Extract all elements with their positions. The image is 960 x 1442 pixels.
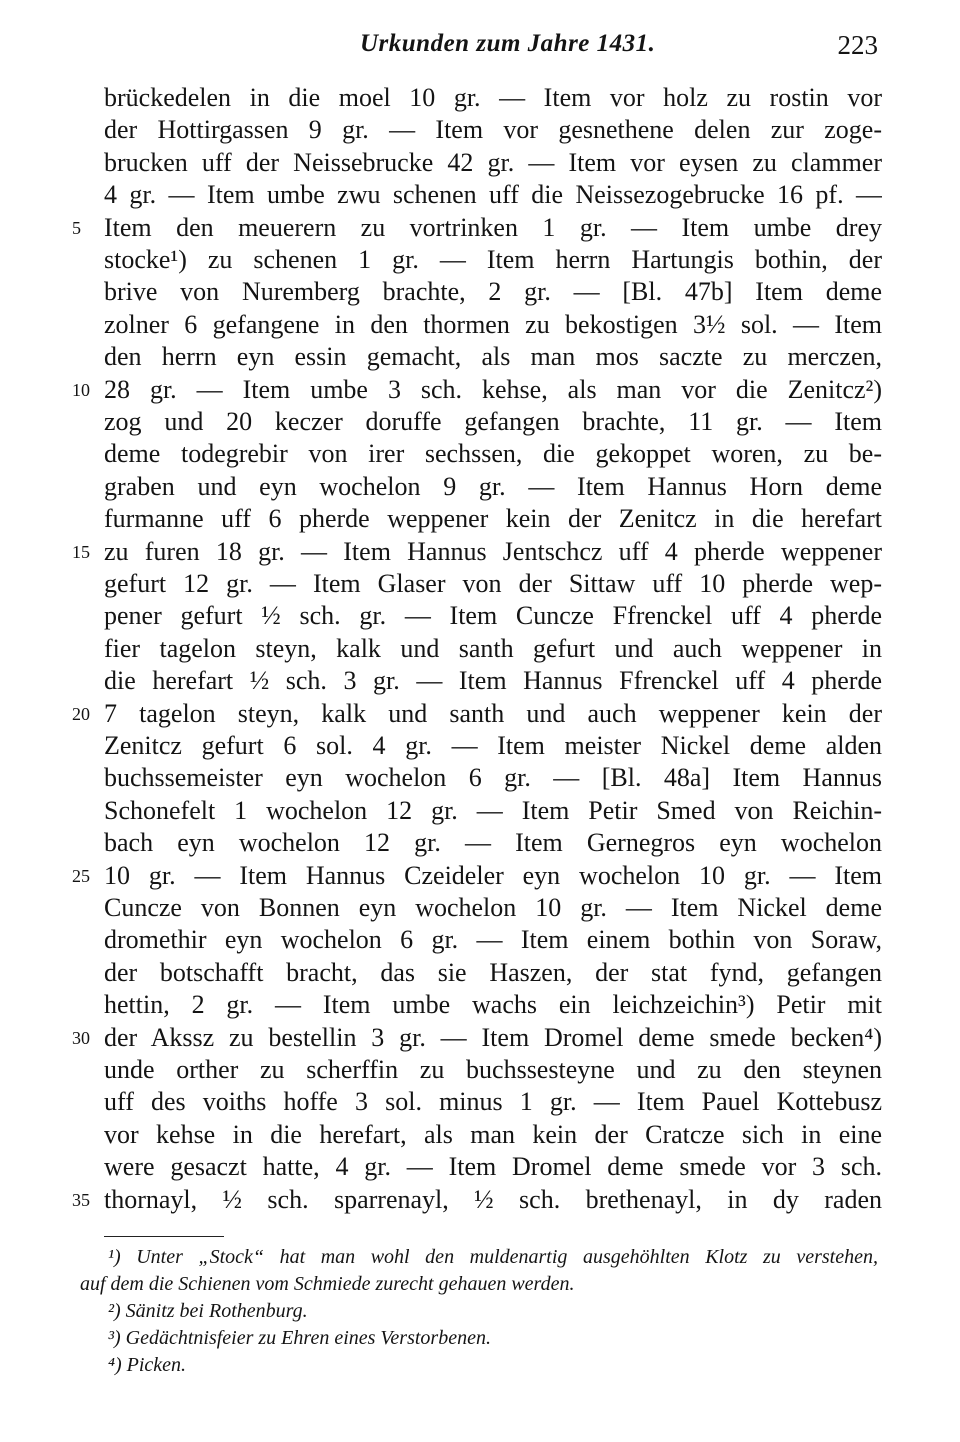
text-line: were gesaczt hatte, 4 gr. — Item Dromel deme smede vor 3 sch. (104, 1152, 882, 1182)
text-line: zu furen 18 gr. — Item Hannus Jentschcz uff 4 pherde weppener (104, 536, 882, 566)
text-line: uff des voiths hoffe 3 sol. minus 1 gr. — Item Pauel Kottebusz (104, 1087, 882, 1117)
footnote-4: ⁴) Picken. (108, 1354, 187, 1376)
footnote-rule (104, 1236, 224, 1237)
text-line: pener gefurt ½ sch. gr. — Item Cuncze Ffrenckel uff 4 pherde (104, 601, 882, 631)
text-line: 10 gr. — Item Hannus Czeideler eyn wochelon 10 gr. — Item (104, 860, 882, 890)
line-number: 5 (72, 217, 81, 238)
text-line: graben und eyn wochelon 9 gr. — Item Hannus Horn deme (104, 471, 882, 501)
text-line: Zenitcz gefurt 6 sol. 4 gr. — Item meister Nickel deme alden (104, 731, 882, 760)
line-number: 10 (72, 379, 90, 400)
text-line: 4 gr. — Item umbe zwu schenen uff die Neissezogebrucke 16 pf. — (104, 180, 882, 210)
text-line: gefurt 12 gr. — Item Glaser von der Sittaw uff 10 pherde wep- (104, 569, 882, 598)
text-line: unde orther zu scherffin zu buchssesteyne und zu den steynen (104, 1055, 882, 1084)
text-line: bach eyn wochelon 12 gr. — Item Gernegros eyn wochelon (104, 828, 882, 858)
text-line: 7 tagelon steyn, kalk und santh und auch weppener kein der (104, 698, 882, 728)
running-head (0, 30, 960, 70)
footnote-2: ²) Sänitz bei Rothenburg. (108, 1300, 308, 1322)
running-title: Urkunden zum Jahre 1431. (360, 30, 656, 57)
text-line: vor kehse in die herefart, als man kein der Cratcze sich in eine (104, 1119, 882, 1149)
page-number: 223 (837, 30, 878, 60)
text-line: zog und 20 keczer doruffe gefangen brachte, 11 gr. — Item (104, 407, 882, 436)
text-line: den herrn eyn essin gemacht, als man mos saczte zu merczen, (104, 342, 882, 372)
line-number: 25 (72, 865, 90, 886)
footnote-1: ¹) Unter „Stock“ hat man wohl den muldenartig ausgehöhlten Klotz zu verstehen, (108, 1246, 878, 1268)
text-line: der Hottirgassen 9 gr. — Item vor gesnethene delen zur zoge- (104, 115, 882, 145)
text-line: die herefart ½ sch. 3 gr. — Item Hannus Ffrenckel uff 4 pherde (104, 666, 882, 696)
text-line: furmanne uff 6 pherde weppener kein der Zenitcz in die herefart (104, 504, 882, 534)
footnote-1-continued: auf dem die Schienen vom Schmiede zurecht gehauen werden. (80, 1273, 575, 1295)
text-line: buchssemeister eyn wochelon 6 gr. — [Bl. 48a] Item Hannus (104, 763, 882, 793)
text-line: der Akssz zu bestellin 3 gr. — Item Dromel deme smede becken⁴) (104, 1022, 882, 1052)
text-line: hettin, 2 gr. — Item umbe wachs ein leichzeichin³) Petir mit (104, 990, 882, 1020)
text-line: thornayl, ½ sch. sparrenayl, ½ sch. brethenayl, in dy raden (104, 1184, 882, 1214)
text-line: brückedelen in die moel 10 gr. — Item vor holz zu rostin vor (104, 83, 882, 112)
text-line: stocke¹) zu schenen 1 gr. — Item herrn Hartungis bothin, der (104, 245, 882, 274)
line-number: 15 (72, 541, 90, 562)
text-line: zolner 6 gefangene in den thormen zu bekostigen 3½ sol. — Item (104, 309, 882, 339)
footnote-3: ³) Gedächtnisfeier zu Ehren eines Verstorbenen. (108, 1327, 491, 1349)
text-line: brucken uff der Neissebrucke 42 gr. — Item vor eysen zu clammer (104, 147, 882, 177)
line-number: 30 (72, 1027, 90, 1048)
line-number: 35 (72, 1189, 90, 1210)
line-number: 20 (72, 703, 90, 724)
text-line: fier tagelon steyn, kalk und santh gefurt und auch weppener in (104, 633, 882, 663)
text-line: brive von Nuremberg brachte, 2 gr. — [Bl. 47b] Item deme (104, 277, 882, 307)
text-line: deme todegrebir von irer sechssen, die gekoppet woren, zu be- (104, 439, 882, 469)
text-line: der botschafft bracht, das sie Haszen, der stat fynd, gefangen (104, 957, 882, 987)
text-line: 28 gr. — Item umbe 3 sch. kehse, als man vor die Zenitcz²) (104, 374, 882, 404)
text-line: Item den meuerern zu vortrinken 1 gr. — Item umbe drey (104, 212, 882, 242)
text-line: Cuncze von Bonnen eyn wochelon 10 gr. — Item Nickel deme (104, 893, 882, 922)
text-line: dromethir eyn wochelon 6 gr. — Item einem bothin von Soraw, (104, 925, 882, 955)
text-line: Schonefelt 1 wochelon 12 gr. — Item Petir Smed von Reichin- (104, 795, 882, 825)
